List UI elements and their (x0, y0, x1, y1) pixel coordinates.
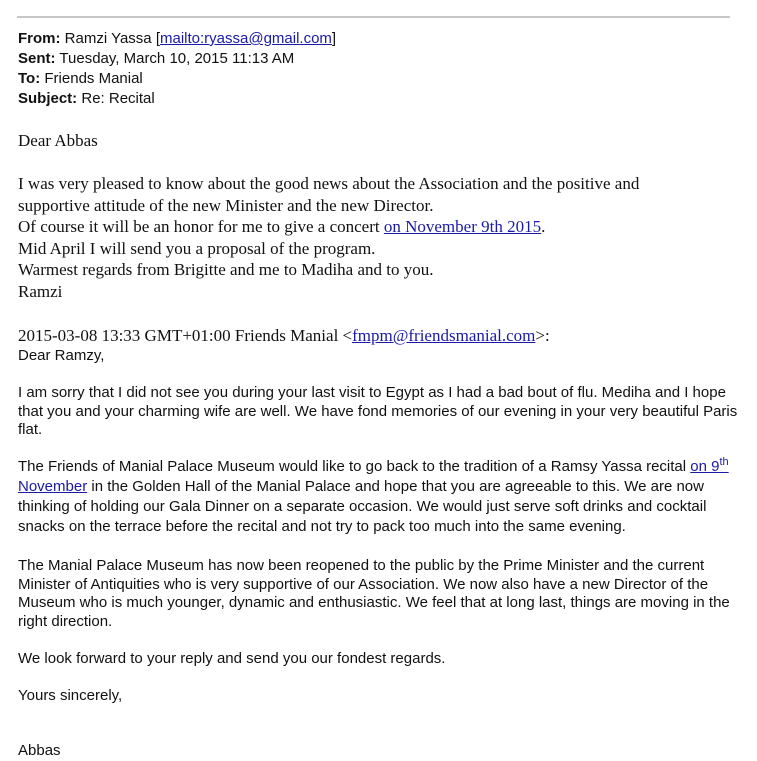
quote-paragraph: I am sorry that I did not see you during your last visit to Egypt as I had a bad bout of flu. Mediha and I hope that you and your charming wife are well. We have fond memories of our evening in your very beautiful Paris flat. (18, 384, 738, 438)
sent-line: Sent: Tuesday, March 10, 2015 11:13 AM (18, 50, 295, 67)
reply-line: supportive attitude of the new Minister and the new Director. (18, 195, 434, 215)
reply-line: Of course it will be an honor for me to give a concert on November 9th 2015. (18, 217, 546, 237)
to-line: To: Friends Manial (18, 70, 143, 87)
subject-line: Subject: Re: Recital (18, 90, 155, 107)
reply-signature: Ramzi (18, 281, 63, 301)
from-email-link[interactable]: mailto:ryassa@gmail.com (159, 30, 332, 47)
quote-paragraph: We look forward to your reply and send you our fondest regards. (18, 650, 446, 667)
quote-closing: Yours sincerely, (18, 687, 123, 704)
reply-greeting: Dear Abbas (18, 131, 98, 150)
concert-date-link[interactable]: on November 9th 2015 (383, 217, 542, 237)
reply-line: Warmest regards from Brigitte and me to Madiha and to you. (18, 260, 434, 280)
sender-email-link[interactable]: fmpm@friendsmanial.com (352, 326, 536, 345)
quote-attribution: 2015-03-08 13:33 GMT+01:00 Friends Manial <fmpm@friendsmanial.com>: (18, 326, 550, 345)
quote-paragraph: The Friends of Manial Palace Museum would like to go back to the tradition of a Ramsy Yassa recital on 9th November in the Golden Hall of the Manial Palace and hope that you are agreeable to this. We are now thinking of holding our Gala Dinner on a separate occasion. We would just serve soft drinks and cocktail snacks on the terrace before the recital and not try to pack too much into the same evening. (18, 456, 729, 535)
quote-signature: Abbas (18, 742, 61, 759)
reply-line: I was very pleased to know about the good news about the Association and the positive and (18, 174, 640, 193)
reply-body (18, 173, 639, 303)
quote-paragraph: The Manial Palace Museum has now been reopened to the public by the Prime Minister and the current Minister of Antiquities who is very supportive of our Association. We now also have a new Director of the Museum who is much younger, dynamic and enthusiastic. We feel that at long last, things are moving in the right direction. (18, 557, 730, 630)
reply-line: Mid April I will send you a proposal of the program. (18, 238, 376, 258)
from-line: From: Ramzi Yassa [mailto:ryassa@gmail.com] (18, 30, 337, 47)
recital-date-link[interactable]: on 9th November (18, 456, 729, 495)
quote-greeting: Dear Ramzy, (18, 347, 105, 364)
header-divider (17, 16, 730, 18)
email-header (18, 29, 336, 109)
